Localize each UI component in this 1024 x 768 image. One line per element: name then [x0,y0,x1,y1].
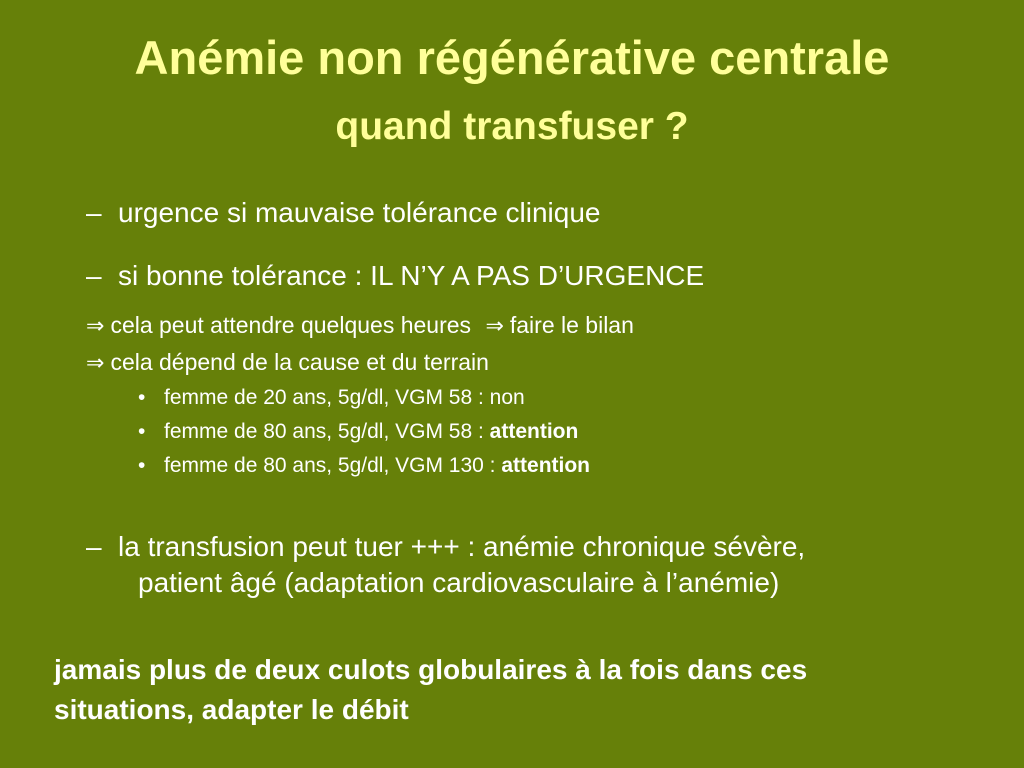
item-transfusion-line1: la transfusion peut tuer +++ : anémie chronique sévère, [118,531,806,562]
case-emphasis: attention [501,454,590,477]
case-item [138,385,525,411]
bullet-marker: • [138,420,146,443]
case-text: femme de 80 ans, 5g/dl, VGM 130 : [164,454,502,477]
implies-arrow-icon: ⇒ [86,314,105,339]
dash-marker: – [86,197,102,228]
conclusion-line1: jamais plus de deux culots globulaires à la fois dans ces [54,654,808,685]
slide-subtitle: quand transfuser ? [335,105,689,148]
item-attendre [86,311,634,341]
item-urgence-text: urgence si mauvaise tolérance clinique [118,197,601,228]
case-item [138,419,578,445]
case-text: femme de 20 ans, 5g/dl, VGM 58 : non [164,386,525,409]
bullet-marker: • [138,454,146,477]
item-bonne-tolerance-text: si bonne tolérance : IL N’Y A PAS D’URGENCE [118,260,705,291]
dash-marker: – [86,531,102,562]
case-text: femme de 80 ans, 5g/dl, VGM 58 : [164,420,490,443]
item-transfusion [86,529,805,601]
item-depend-text: cela dépend de la cause et du terrain [110,349,489,375]
item-attendre-text: cela peut attendre quelques heures [110,312,472,338]
item-depend [86,348,489,378]
item-attendre-then: faire le bilan [509,312,634,338]
slide-title: Anémie non régénérative centrale [134,31,890,84]
dash-marker: – [86,260,102,291]
implies-arrow-icon: ⇒ [485,314,504,339]
item-transfusion-line2: patient âgé (adaptation cardiovasculaire à l’anémie) [138,567,780,598]
item-bonne-tolerance [86,259,704,293]
case-emphasis: attention [489,420,579,443]
conclusion-line2: situations, adapter le débit [54,694,409,725]
item-urgence [86,196,601,230]
implies-arrow-icon: ⇒ [86,351,105,376]
conclusion [54,650,994,730]
case-item [138,453,590,479]
bullet-marker: • [138,386,146,409]
